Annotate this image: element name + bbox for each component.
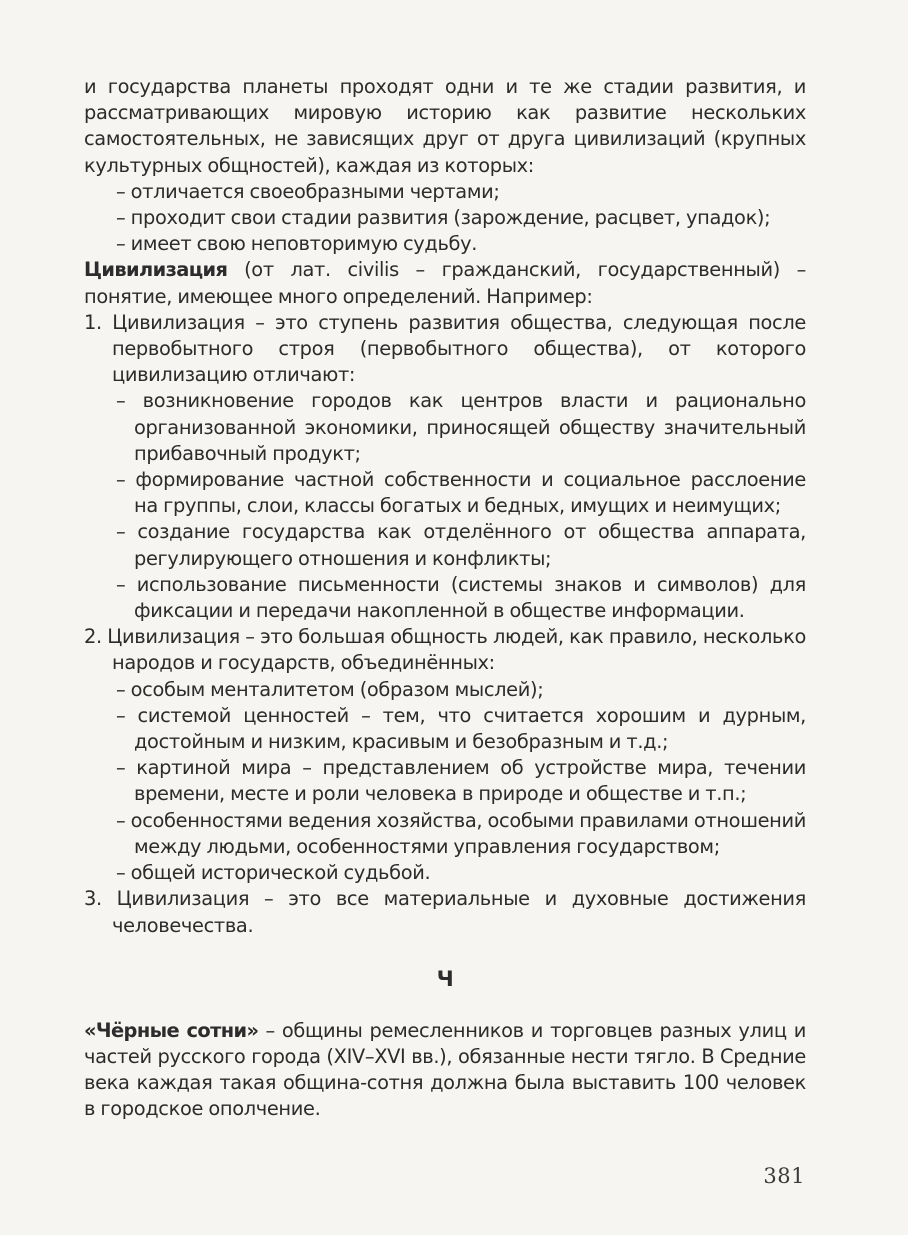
definition-2: 2. Цивилизация – это большая общность людей, как правило, несколько народов и государств, объединённых: <box>84 625 806 675</box>
black-hundreds-definition: – общины ремесленников и торговцев разных улиц и частей русского города (XIV–XVI вв.), обязанные нести тягло. В Средние века каждая такая община-сотня должна была выставить 100 человек в городское ополчение. <box>84 1018 806 1121</box>
definition-1: 1. Цивилизация – это ступень развития общества, следующая после первобытного строя (первобытного общества), от которого цивилизацию отличают: <box>84 310 806 387</box>
page-number: 381 <box>763 1164 805 1188</box>
page-content <box>84 74 806 1123</box>
list-item: – особым менталитетом (образом мыслей); <box>116 677 544 701</box>
list-item: – использование письменности (системы знаков и символов) для фиксации и передачи накопленной в обществе информации. <box>116 572 806 623</box>
list-item: – создание государства как отделённого от общества аппарата, регулирующего отношения и конфликты; <box>116 520 806 570</box>
list-item: – общей исторической судьбой. <box>116 861 431 885</box>
list-item: – особенностями ведения хозяйства, особыми правилами отношений между людьми, особенностями управления государством; <box>116 808 806 858</box>
black-hundreds-term: «Чёрные сотни» <box>84 1018 259 1042</box>
definition-1-list <box>84 388 806 624</box>
black-hundreds-entry <box>84 1018 806 1123</box>
list-item: – отличается своеобразными чертами; <box>116 179 500 203</box>
section-letter-heading: Ч <box>436 966 454 991</box>
intro-paragraph: и государства планеты проходят одни и те же стадии развития, и рассматривающих мировую историю как развитие нескольких самостоятельных, не зависящих друг от друга цивилизаций (крупных культурных общностей), каждая из которых: <box>84 75 806 177</box>
civilization-term: Цивилизация <box>84 258 228 282</box>
list-item: – возникновение городов как центров власти и рационально организованной экономики, приносящей обществу значительный прибавочный продукт; <box>116 389 806 465</box>
civilization-entry <box>84 257 806 309</box>
definition-2-list <box>84 677 806 887</box>
definition-3: 3. Цивилизация – это все материальные и духовные достижения человечества. <box>84 887 806 937</box>
list-item: – формирование частной собственности и социальное расслоение на группы, слои, классы богатых и бедных, имущих и неимущих; <box>116 468 806 518</box>
list-item: – системой ценностей – тем, что считается хорошим и дурным, достойным и низким, красивым и безобразным и т.д.; <box>116 703 806 754</box>
intro-list <box>84 179 806 258</box>
list-item: – картиной мира – представлением об устройстве мира, течении времени, месте и роли человека в природе и обществе и т.п.; <box>116 756 806 806</box>
civilization-definition: (от лат. civilis – гражданский, государственный) – понятие, имеющее много определений. Например: <box>84 258 806 308</box>
list-item: – проходит свои стадии развития (зарождение, расцвет, упадок); <box>116 206 771 230</box>
list-item: – имеет свою неповторимую судьбу. <box>116 232 478 256</box>
